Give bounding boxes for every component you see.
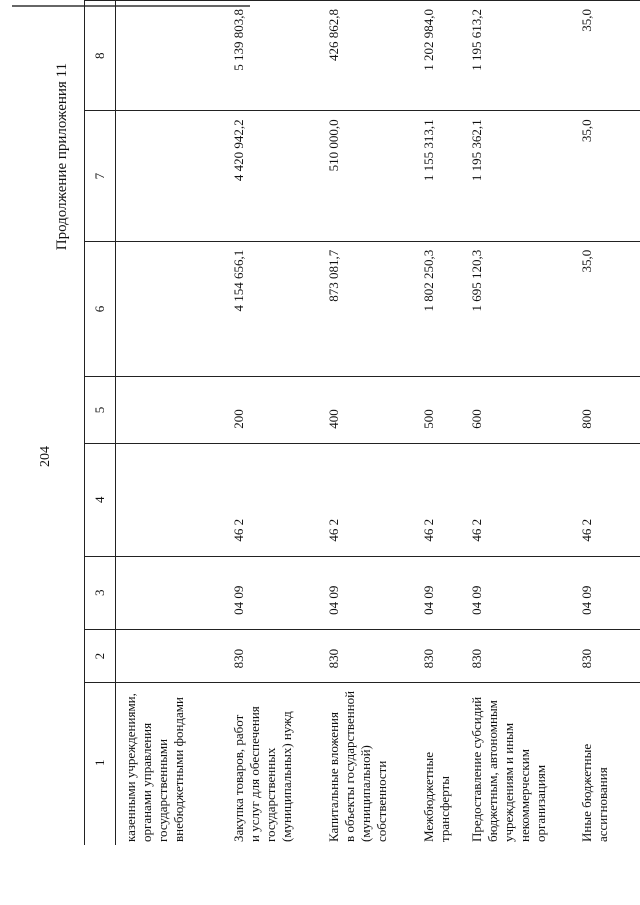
- amount-col-6: 4 154 656,1: [224, 241, 319, 377]
- column-header-5: 5: [85, 377, 116, 443]
- expense-type-code: 800: [572, 377, 640, 443]
- header-row: [85, 1, 116, 846]
- program-code: 46 2: [462, 443, 572, 556]
- column-header-6: 6: [85, 241, 116, 377]
- row-name-line: (муниципальных) нужд: [278, 711, 294, 842]
- row-name-line: собственности: [373, 760, 389, 842]
- amount-col-7: 510 000,0: [319, 111, 414, 241]
- row-name-line: внебюджетными фондами: [171, 697, 186, 842]
- amount-col-8: 5 139 803,8: [224, 1, 319, 111]
- row-name-line: Иные бюджетные: [578, 743, 594, 842]
- section-code: 04 09: [462, 556, 572, 629]
- row-name: [414, 683, 462, 845]
- amount-col-6: [116, 241, 224, 377]
- row-name-line: некоммерческим: [516, 749, 532, 842]
- program-code: 46 2: [224, 443, 319, 556]
- row-name-line: учреждениям и иным: [500, 722, 516, 842]
- table-row: [319, 1, 414, 846]
- row-name-line: Межбюджетные трансферты: [420, 752, 452, 842]
- row-name: [462, 683, 572, 845]
- table-row: [116, 1, 224, 846]
- expense-type-code: 500: [414, 377, 462, 443]
- table-row: [414, 1, 462, 846]
- page-number: 204: [38, 446, 53, 467]
- program-code: [116, 443, 224, 556]
- amount-col-8: 35,0: [572, 1, 640, 111]
- section-code: [116, 556, 224, 629]
- column-header-1: 1: [85, 683, 116, 845]
- expense-type-code: [116, 377, 224, 443]
- amount-col-6: 1 695 120,3: [462, 241, 572, 377]
- amount-col-8: 426 862,8: [319, 1, 414, 111]
- amount-col-8: [116, 1, 224, 111]
- column-header-8: 8: [85, 1, 116, 111]
- program-code: 46 2: [414, 443, 462, 556]
- table-row: [462, 1, 572, 846]
- column-header-2: 2: [85, 629, 116, 683]
- section-code: 04 09: [572, 556, 640, 629]
- expense-type-code: 400: [319, 377, 414, 443]
- row-name-line: Закупка товаров, работ: [230, 714, 246, 842]
- row-name: [572, 683, 640, 845]
- ministry-code: [116, 629, 224, 683]
- amount-col-8: 1 202 984,0: [414, 1, 462, 111]
- section-code: 04 09: [319, 556, 414, 629]
- row-name-line: ассигнования: [594, 767, 610, 842]
- row-name-line: в объекты государственной: [341, 690, 357, 842]
- amount-col-6: 1 802 250,3: [414, 241, 462, 377]
- expense-type-code: 200: [224, 377, 319, 443]
- expense-type-code: 600: [462, 377, 572, 443]
- row-name-line: (муниципальной): [357, 745, 373, 842]
- row-name: [319, 683, 414, 845]
- amount-col-8: 1 195 613,2: [462, 1, 572, 111]
- table-row: [224, 1, 319, 846]
- amount-col-7: 1 195 362,1: [462, 111, 572, 241]
- row-name-line: бюджетным, автономным: [484, 700, 500, 842]
- program-code: 46 2: [319, 443, 414, 556]
- appendix-caption: Продолжение приложения 11: [54, 63, 70, 251]
- row-name-line: и услуг для обеспечения: [246, 706, 262, 842]
- amount-col-7: 1 155 313,1: [414, 111, 462, 241]
- ministry-code: 830: [462, 629, 572, 683]
- row-name-line: Капитальные вложения: [325, 712, 341, 842]
- ministry-code: 830: [414, 629, 462, 683]
- column-header-3: 3: [85, 556, 116, 629]
- amount-col-6: 35,0: [572, 241, 640, 377]
- data-table: [84, 0, 640, 845]
- amount-col-7: 4 420 942,2: [224, 111, 319, 241]
- amount-col-7: 35,0: [572, 111, 640, 241]
- table-row: [572, 1, 640, 846]
- program-code: 46 2: [572, 443, 640, 556]
- column-header-7: 7: [85, 111, 116, 241]
- amount-col-7: [116, 111, 224, 241]
- ministry-code: 830: [319, 629, 414, 683]
- ministry-code: 830: [572, 629, 640, 683]
- section-code: 04 09: [414, 556, 462, 629]
- amount-col-6: 873 081,7: [319, 241, 414, 377]
- row-name: [116, 683, 224, 845]
- row-name-line: государственными: [155, 738, 170, 842]
- row-name-line: органами управления: [139, 722, 154, 842]
- row-name-line: организациям: [532, 764, 548, 842]
- row-name-line: казенными учреждениями,: [123, 693, 138, 842]
- row-name-line: Предоставление субсидий: [468, 696, 484, 842]
- ministry-code: 830: [224, 629, 319, 683]
- row-name-line: государственных: [262, 747, 278, 842]
- section-code: 04 09: [224, 556, 319, 629]
- row-name: [224, 683, 319, 845]
- column-header-4: 4: [85, 443, 116, 556]
